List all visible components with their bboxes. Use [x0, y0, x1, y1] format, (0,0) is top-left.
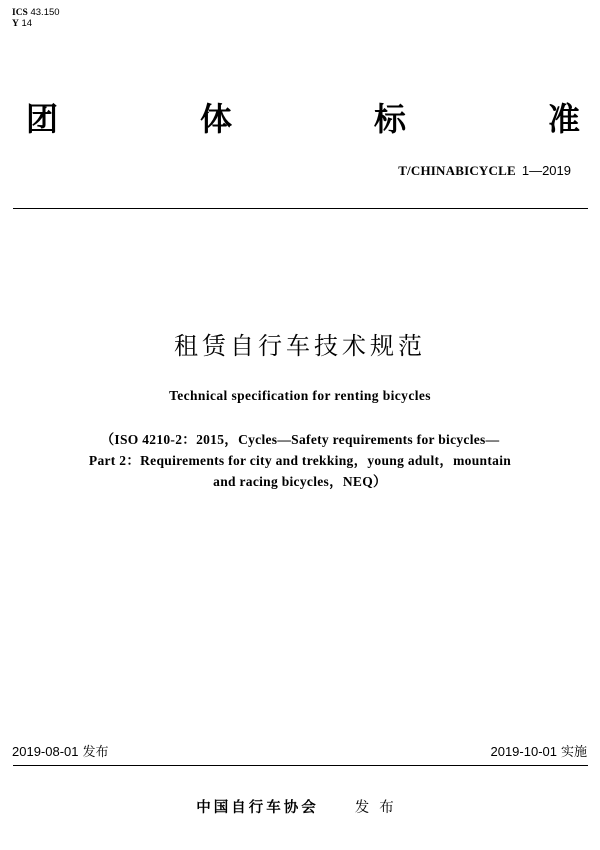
standard-number-prefix: T/CHINABICYCLE	[398, 163, 516, 178]
implement-date-value: 2019-10-01	[490, 744, 557, 759]
ccs-code	[12, 19, 60, 30]
title-english: Technical specification for renting bicycles	[169, 388, 431, 403]
ics-label: ICS	[12, 8, 28, 18]
standard-number-value: 1—2019	[521, 163, 571, 178]
publish-date-value: 2019-08-01	[12, 744, 79, 759]
standard-type-char: 团	[26, 100, 59, 138]
standard-type-char: 体	[199, 100, 232, 138]
iso-reference-line: （ISO 4210-2：2015，Cycles—Safety requirements for bicycles—	[100, 432, 500, 447]
iso-reference-line: Part 2：Requirements for city and trekking，young adult，mountain	[88, 453, 512, 468]
publish-date	[12, 744, 109, 761]
publisher-action: 发布	[354, 800, 404, 816]
standard-type-char: 标	[373, 100, 406, 138]
ccs-value: 14	[21, 17, 33, 29]
implement-date-label: 实施	[560, 745, 587, 760]
standard-type-heading	[26, 101, 580, 137]
ics-code	[12, 8, 60, 19]
title-chinese: 租赁自行车技术规范	[174, 332, 426, 360]
publisher-organization: 中国自行车协会	[196, 800, 319, 816]
classification-codes	[12, 8, 60, 29]
ccs-label: Y	[12, 18, 19, 29]
implement-date	[490, 744, 587, 761]
publish-date-label: 发布	[82, 745, 109, 760]
standard-number	[398, 163, 571, 180]
iso-reference	[40, 429, 560, 492]
ics-value: 43.150	[30, 7, 60, 18]
bottom-divider	[13, 765, 588, 766]
publisher-line	[0, 798, 600, 818]
top-divider	[13, 208, 588, 209]
iso-reference-line: and racing bicycles，NEQ）	[213, 474, 387, 489]
standard-type-char: 准	[547, 100, 580, 138]
